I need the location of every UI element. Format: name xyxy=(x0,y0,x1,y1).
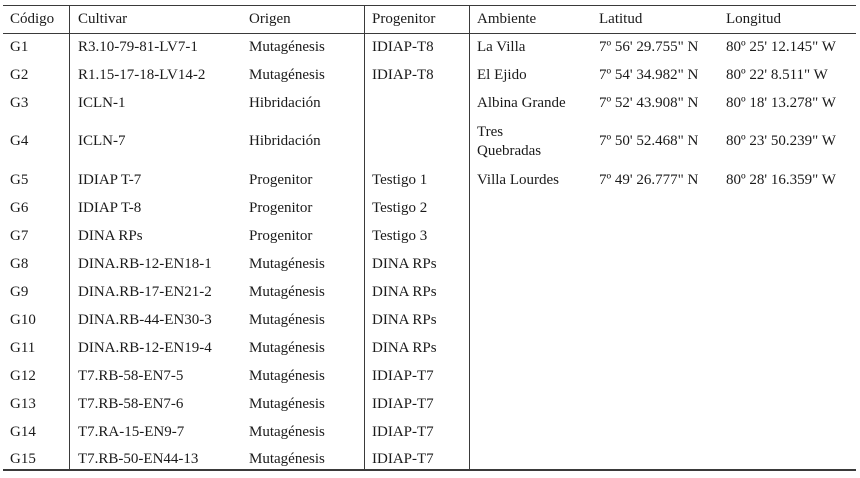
cell-codigo: G4 xyxy=(10,133,29,149)
cell-codigo: G11 xyxy=(10,340,36,356)
cell-progenitor: IDIAP-T7 xyxy=(372,424,434,440)
table-top-rule xyxy=(3,5,856,6)
cell-progenitor: DINA RPs xyxy=(372,340,437,356)
cell-origen: Mutagénesis xyxy=(249,67,325,83)
cell-progenitor: Testigo 1 xyxy=(372,172,428,188)
cell-longitud: 80º 23' 50.239" W xyxy=(726,133,836,149)
header-origen: Origen xyxy=(249,11,291,27)
cell-origen: Mutagénesis xyxy=(249,39,325,55)
cell-latitud: 7º 49' 26.777" N xyxy=(599,172,699,188)
cell-ambiente: Tres xyxy=(477,124,504,140)
cell-progenitor: IDIAP-T7 xyxy=(372,368,434,384)
cell-cultivar: R3.10-79-81-LV7-1 xyxy=(78,39,198,55)
cell-progenitor: Testigo 3 xyxy=(372,228,428,244)
cell-cultivar: DINA RPs xyxy=(78,228,143,244)
cell-progenitor: DINA RPs xyxy=(372,312,437,328)
cell-longitud: 80º 22' 8.511" W xyxy=(726,67,828,83)
cell-codigo: G9 xyxy=(10,284,29,300)
cell-origen: Mutagénesis xyxy=(249,424,325,440)
cell-cultivar: DINA.RB-12-EN18-1 xyxy=(78,256,212,272)
cell-progenitor: IDIAP-T7 xyxy=(372,396,434,412)
column-divider-codigo xyxy=(69,5,70,470)
cell-codigo: G8 xyxy=(10,256,29,272)
cell-cultivar: DINA.RB-44-EN30-3 xyxy=(78,312,212,328)
header-codigo: Código xyxy=(10,11,55,27)
cell-origen: Mutagénesis xyxy=(249,256,325,272)
cell-origen: Progenitor xyxy=(249,200,313,216)
cell-cultivar: R1.15-17-18-LV14-2 xyxy=(78,67,206,83)
column-divider-origen xyxy=(364,5,365,470)
cell-progenitor: DINA RPs xyxy=(372,284,437,300)
cell-progenitor: IDIAP-T7 xyxy=(372,451,434,467)
cell-progenitor: IDIAP-T8 xyxy=(372,67,434,83)
header-latitud: Latitud xyxy=(599,11,643,27)
cell-codigo: G12 xyxy=(10,368,36,384)
cell-origen: Hibridación xyxy=(249,95,321,111)
cell-codigo: G6 xyxy=(10,200,29,216)
cell-origen: Mutagénesis xyxy=(249,340,325,356)
cell-cultivar: T7.RB-58-EN7-6 xyxy=(78,396,184,412)
cell-codigo: G13 xyxy=(10,396,36,412)
cell-cultivar: ICLN-1 xyxy=(78,95,126,111)
cell-cultivar: DINA.RB-12-EN19-4 xyxy=(78,340,212,356)
cell-cultivar: DINA.RB-17-EN21-2 xyxy=(78,284,212,300)
table-header-rule xyxy=(3,33,856,34)
cell-ambiente: Villa Lourdes xyxy=(477,172,559,188)
cell-progenitor: Testigo 2 xyxy=(372,200,428,216)
table-bottom-rule xyxy=(3,469,856,471)
cell-origen: Mutagénesis xyxy=(249,451,325,467)
cell-cultivar: T7.RA-15-EN9-7 xyxy=(78,424,185,440)
cell-longitud: 80º 28' 16.359" W xyxy=(726,172,836,188)
cell-origen: Mutagénesis xyxy=(249,284,325,300)
cell-codigo: G15 xyxy=(10,451,36,467)
cell-cultivar: IDIAP T-7 xyxy=(78,172,142,188)
cell-origen: Mutagénesis xyxy=(249,312,325,328)
cell-progenitor: IDIAP-T8 xyxy=(372,39,434,55)
cell-codigo: G7 xyxy=(10,228,29,244)
cell-codigo: G14 xyxy=(10,424,36,440)
cell-codigo: G3 xyxy=(10,95,29,111)
cell-origen: Progenitor xyxy=(249,228,313,244)
cell-codigo: G2 xyxy=(10,67,29,83)
cell-latitud: 7º 54' 34.982" N xyxy=(599,67,699,83)
cell-progenitor: DINA RPs xyxy=(372,256,437,272)
cell-origen: Mutagénesis xyxy=(249,396,325,412)
cell-latitud: 7º 56' 29.755" N xyxy=(599,39,699,55)
cell-ambiente: La Villa xyxy=(477,39,526,55)
cell-codigo: G5 xyxy=(10,172,29,188)
cell-longitud: 80º 25' 12.145" W xyxy=(726,39,836,55)
header-cultivar: Cultivar xyxy=(78,11,128,27)
header-progenitor: Progenitor xyxy=(372,11,436,27)
cell-cultivar: T7.RB-50-EN44-13 xyxy=(78,451,199,467)
column-divider-progenitor xyxy=(469,5,470,470)
cell-origen: Hibridación xyxy=(249,133,321,149)
cell-origen: Mutagénesis xyxy=(249,368,325,384)
cell-latitud: 7º 50' 52.468" N xyxy=(599,133,699,149)
cell-cultivar: IDIAP T-8 xyxy=(78,200,142,216)
cell-codigo: G1 xyxy=(10,39,29,55)
cell-cultivar: ICLN-7 xyxy=(78,133,126,149)
header-longitud: Longitud xyxy=(726,11,781,27)
cell-longitud: 80º 18' 13.278" W xyxy=(726,95,836,111)
cell-ambiente: Albina Grande xyxy=(477,95,566,111)
cell-ambiente-line2: Quebradas xyxy=(477,143,542,159)
cell-codigo: G10 xyxy=(10,312,36,328)
header-ambiente: Ambiente xyxy=(477,11,537,27)
cell-origen: Progenitor xyxy=(249,172,313,188)
cell-latitud: 7º 52' 43.908" N xyxy=(599,95,699,111)
cell-ambiente: El Ejido xyxy=(477,67,527,83)
cell-cultivar: T7.RB-58-EN7-5 xyxy=(78,368,184,384)
